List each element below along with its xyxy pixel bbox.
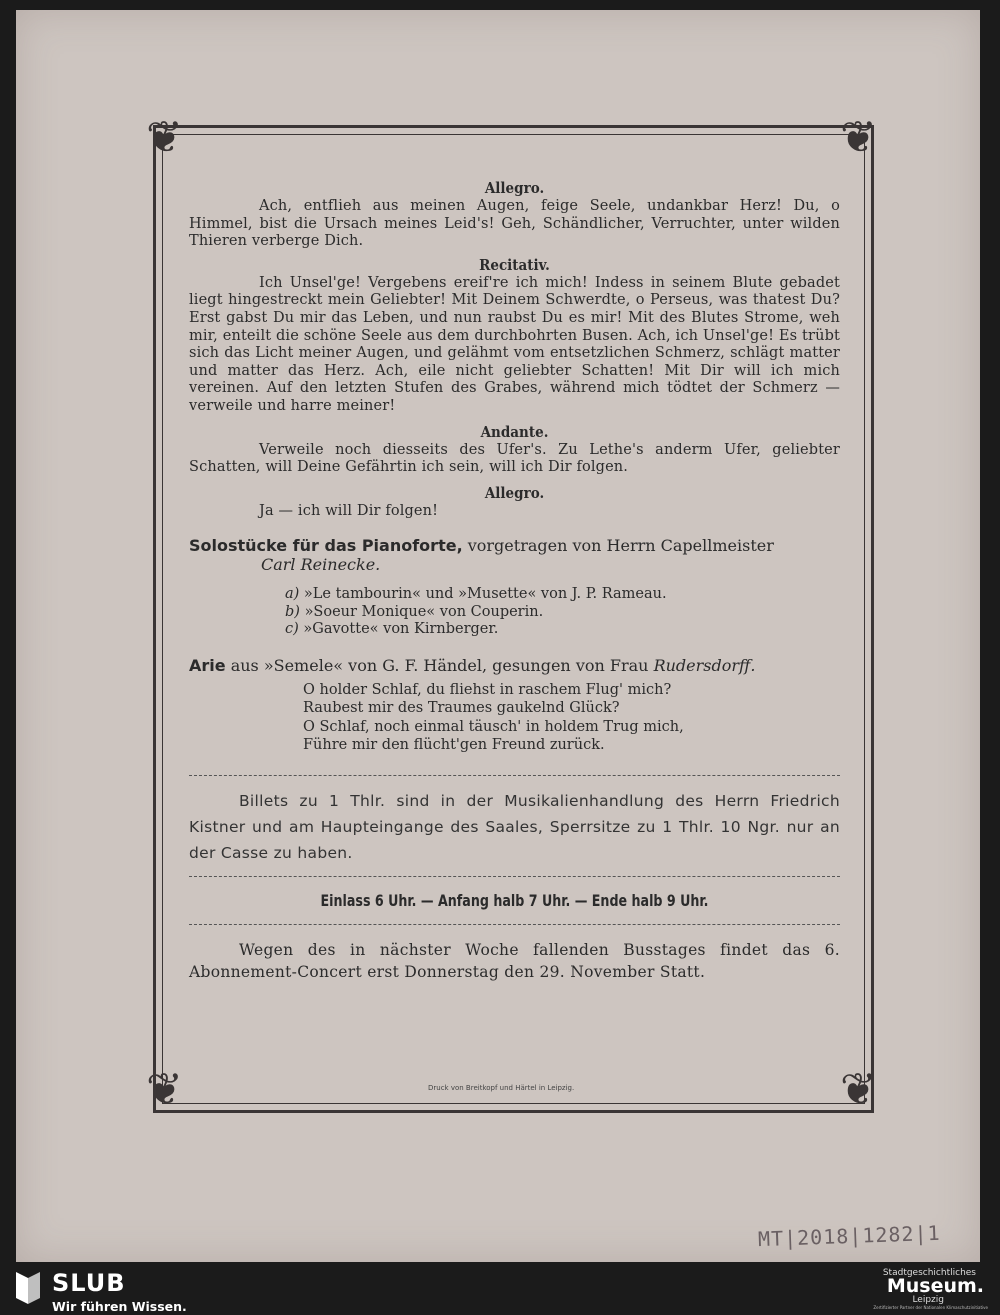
- program-content: [189, 178, 840, 983]
- lyric-line: O holder Schlaf, du fliehst in raschem Flug' mich?: [303, 681, 672, 698]
- slub-logo-icon: [14, 1270, 42, 1306]
- solo-title: Solostücke für das Pianoforte,: [189, 536, 463, 556]
- lyric-line: O Schlaf, noch einmal täusch' in holdem Trug mich,: [303, 718, 684, 735]
- list-item: c) »Gavotte« von Kirnberger.: [285, 621, 499, 638]
- arie-title: Arie: [189, 655, 226, 675]
- divider: [189, 775, 840, 776]
- divider: [189, 924, 840, 925]
- footer-bar: [0, 1262, 1000, 1315]
- heading-allegro: Allegro.: [484, 179, 545, 197]
- solo-heading: [189, 536, 840, 555]
- arie-lyrics: [303, 681, 840, 755]
- arie-rest: aus »Semele« von G. F. Händel, gesungen von Frau: [225, 655, 654, 675]
- text-recitativ: Ich Unsel'ge! Vergebens ereif're ich mich! Indess in seinem Blute gebadet liegt hingestreckt mein Geliebter! Mit Deinem Schwerdte, o Perseus, was thatest Du? Erst gabst Du mir das Leben, und nun raubst Du es mir! Mit des Blutes Strome, weh mir, enteilt die schöne Seele aus dem durchbohrten Busen. Ach, ich Unsel'ge! Es trübt sich das Licht meiner Augen, und gelähmt vom entsetzlichen Schmerz, schlägt matter und matter das Herz. Ach, eile nicht geliebter Schatten! Mit Dir will ich mich vereinen. Auf den letzten Stufen des Grabes, während mich tödtet der Schmerz — verweile und harre meiner!: [189, 274, 840, 414]
- corner-ornament-icon: ❦: [840, 112, 877, 163]
- text-allegro: Ach, entflieh aus meinen Augen, feige Seele, undankbar Herz! Du, o Himmel, bist die Ursach meines Leid's! Geh, Schändlicher, Verruchter, unter wilden Thieren verberge Dich.: [189, 198, 840, 250]
- text-allegro-2: Ja — ich will Dir folgen!: [259, 502, 439, 519]
- heading-recitativ: Recitativ.: [479, 255, 550, 274]
- museum-top: Stadtgeschichtliches: [882, 1268, 976, 1278]
- heading-andante: Andante.: [480, 422, 549, 441]
- slub-brand: SLUB: [52, 1269, 126, 1297]
- printer-imprint: Druck von Breitkopf und Härtel in Leipzig.: [428, 1084, 575, 1092]
- museum-city: Leipzig: [912, 1295, 944, 1305]
- slub-tagline: Wir führen Wissen.: [52, 1299, 187, 1314]
- lyric-line: Führe mir den flücht'gen Freund zurück.: [303, 737, 605, 754]
- heading-allegro-2: Allegro.: [484, 483, 545, 502]
- corner-ornament-icon: ❦: [146, 1064, 183, 1115]
- times-text: Einlass 6 Uhr. — Anfang halb 7 Uhr. — Ende halb 9 Uhr.: [320, 890, 709, 910]
- notice-text: Wegen des in nächster Woche fallenden Busstages findet das 6. Abonnement-Concert erst Donnerstag den 29. November Statt.: [189, 940, 840, 981]
- divider: [189, 876, 840, 877]
- solo-performer: Carl Reinecke.: [261, 555, 381, 575]
- arie-heading: [189, 656, 840, 675]
- billets-text: Billets zu 1 Thlr. sind in der Musikalienhandlung des Herrn Friedrich Kistner und am Haupteingange des Saales, Sperrsitze zu 1 Thlr. 10 Ngr. nur an der Casse zu haben.: [189, 791, 840, 862]
- solo-rest: vorgetragen von Herrn Capellmeister: [462, 536, 774, 556]
- corner-ornament-icon: ❦: [146, 112, 183, 163]
- museum-note: Zertifizierter Partner der Nationalen Klimaschutzinitiative: [873, 1305, 988, 1310]
- shelfmark: MT|2018|1282|1: [757, 1220, 941, 1252]
- list-item: b) »Soeur Monique« von Couperin.: [285, 603, 544, 620]
- solo-list: [285, 586, 840, 639]
- corner-ornament-icon: ❦: [840, 1064, 877, 1115]
- list-item: a) »Le tambourin« und »Musette« von J. P. Rameau.: [285, 586, 667, 603]
- text-andante: Verweile noch diesseits des Ufer's. Zu Lethe's anderm Ufer, geliebter Schatten, will Deine Gefährtin ich sein, will ich Dir folgen.: [189, 441, 840, 476]
- arie-singer: Rudersdorff.: [653, 655, 756, 675]
- museum-name: Museum.: [886, 1275, 984, 1297]
- lyric-line: Raubest mir des Traumes gaukelnd Glück?: [303, 700, 620, 717]
